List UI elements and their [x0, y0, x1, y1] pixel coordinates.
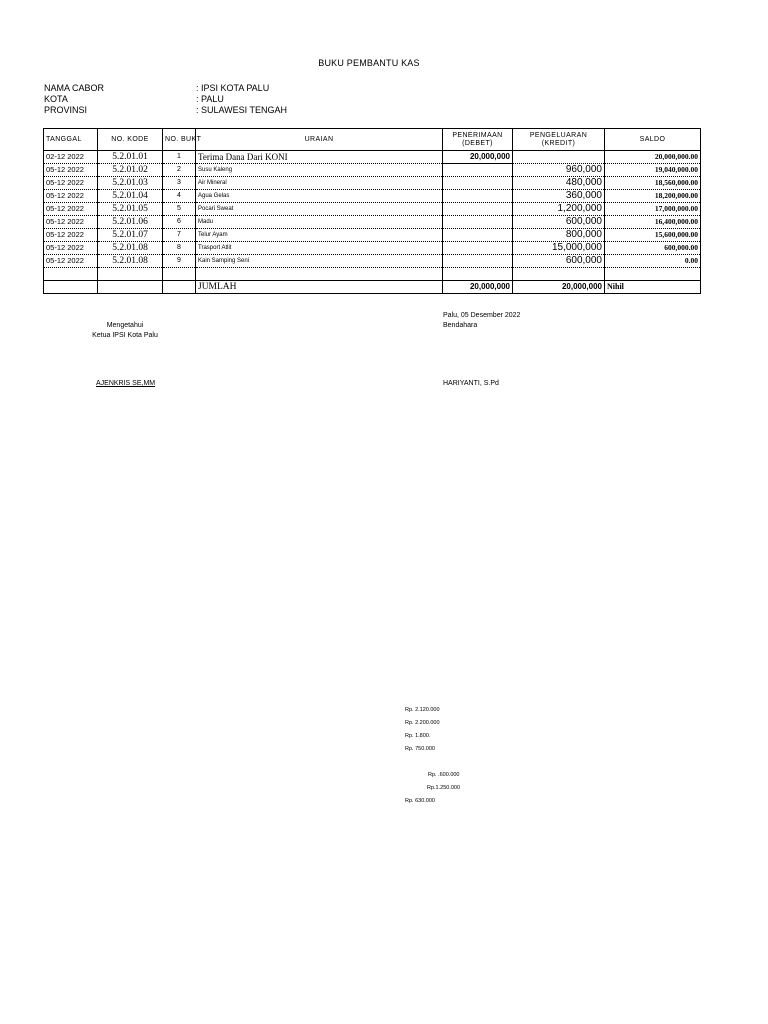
cell-blank	[44, 281, 98, 294]
signature-left-role: Ketua IPSI Kota Palu	[92, 332, 158, 339]
signature-right-date: Palu, 05 Desember 2022	[443, 312, 521, 319]
cell-debet	[443, 242, 513, 255]
cell-kode: 5.2.01.07	[98, 229, 163, 242]
cell-debet	[443, 190, 513, 203]
cell-kode: 5.2.01.04	[98, 190, 163, 203]
table-row	[44, 190, 701, 203]
note-line: Rp. 2.120.000	[405, 707, 440, 713]
header-penerimaan-sub: (DEBET)	[462, 139, 493, 147]
table-row	[44, 229, 701, 242]
cell-kredit: 360,000	[513, 190, 605, 203]
cell-kredit: 960,000	[513, 164, 605, 177]
cell-tanggal: 05-12 2022	[44, 255, 98, 268]
cell-bukti: 3	[163, 177, 196, 190]
header-pengeluaran	[513, 129, 605, 151]
cell-kode: 5.2.01.06	[98, 216, 163, 229]
header-penerimaan	[443, 129, 513, 151]
document-title: BUKU PEMBANTU KAS	[318, 58, 420, 68]
cell-blank	[98, 268, 163, 281]
cell-blank	[513, 268, 605, 281]
signature-right-role: Bendahara	[443, 322, 478, 329]
table-row	[44, 164, 701, 177]
total-saldo: Nihil	[605, 281, 701, 294]
cell-uraian: Madu	[196, 216, 443, 229]
table-row	[44, 203, 701, 216]
cell-debet	[443, 255, 513, 268]
table-total-row	[44, 281, 701, 294]
cell-bukti: 8	[163, 242, 196, 255]
cell-kode: 5.2.01.08	[98, 242, 163, 255]
cell-tanggal: 05-12 2022	[44, 164, 98, 177]
cell-kode: 5.2.01.03	[98, 177, 163, 190]
cell-blank	[44, 268, 98, 281]
info-value-cabor: : IPSI KOTA PALU	[196, 83, 270, 93]
cell-uraian: Air Mineral	[196, 177, 443, 190]
cell-uraian: Terima Dana Dari KONI	[196, 151, 443, 164]
table-row	[44, 242, 701, 255]
header-kode: NO. KODE	[98, 129, 163, 151]
total-debet: 20,000,000	[443, 281, 513, 294]
info-value-provinsi: : SULAWESI TENGAH	[196, 105, 288, 115]
cell-kredit: 480,000	[513, 177, 605, 190]
cell-uraian: Kain Samping Seni	[196, 255, 443, 268]
signature-left-title: Mengetahui	[106, 322, 144, 329]
info-label-provinsi: PROVINSI	[44, 105, 88, 115]
cell-saldo: 18,200,000.00	[605, 190, 701, 203]
cell-debet	[443, 177, 513, 190]
cell-kredit: 600,000	[513, 255, 605, 268]
cell-kode: 5.2.01.05	[98, 203, 163, 216]
cell-saldo: 17,000,000.00	[605, 203, 701, 216]
table-row	[44, 151, 701, 164]
cell-saldo: 0.00	[605, 255, 701, 268]
cell-bukti: 6	[163, 216, 196, 229]
table-row	[44, 255, 701, 268]
cell-blank	[163, 281, 196, 294]
info-value-kota: : PALU	[196, 94, 224, 104]
signature-left-name: AJENKRIS SE,MM	[96, 380, 156, 387]
cell-kredit: 600,000	[513, 216, 605, 229]
signature-right-block	[443, 311, 520, 331]
note-line: Rp.1.250.000	[427, 785, 461, 791]
cell-kredit: 15,000,000	[513, 242, 605, 255]
note-line: Rp. .600.000	[428, 772, 460, 778]
cell-saldo: 600,000.00	[605, 242, 701, 255]
info-label-kota: KOTA	[44, 94, 68, 104]
table-row	[44, 177, 701, 190]
cell-tanggal: 05-12 2022	[44, 177, 98, 190]
cell-debet	[443, 164, 513, 177]
note-line: Rp. 750.000	[405, 746, 435, 752]
cell-bukti: 5	[163, 203, 196, 216]
cell-saldo: 19,040,000.00	[605, 164, 701, 177]
cell-debet: 20,000,000	[443, 151, 513, 164]
cell-tanggal: 05-12 2022	[44, 203, 98, 216]
header-saldo: SALDO	[605, 129, 701, 151]
cell-uraian: Agua Gelas	[196, 190, 443, 203]
cell-debet	[443, 203, 513, 216]
signature-left-block	[80, 321, 170, 341]
cell-tanggal: 05-12 2022	[44, 190, 98, 203]
total-kredit: 20,000,000	[513, 281, 605, 294]
cell-uraian: Susu Kaleng	[196, 164, 443, 177]
signature-right-name: HARIYANTI, S.Pd	[443, 380, 499, 387]
cell-blank	[163, 268, 196, 281]
cell-bukti: 2	[163, 164, 196, 177]
header-uraian: URAIAN	[196, 129, 443, 151]
cell-tanggal: 05-12 2022	[44, 242, 98, 255]
cell-tanggal: 05-12 2022	[44, 229, 98, 242]
cell-tanggal: 05-12 2022	[44, 216, 98, 229]
cell-kode: 5.2.01.08	[98, 255, 163, 268]
header-tanggal: TANGGAL	[44, 129, 98, 151]
cell-kode: 5.2.01.02	[98, 164, 163, 177]
table-row-blank	[44, 268, 701, 281]
header-pengeluaran-label: PENGELUARAN	[529, 131, 588, 139]
cell-kredit	[513, 151, 605, 164]
cell-blank	[443, 268, 513, 281]
table-header-row	[44, 129, 701, 151]
cell-kredit: 800,000	[513, 229, 605, 242]
cell-uraian: Telur Ayam	[196, 229, 443, 242]
cell-kredit: 1,200,000	[513, 203, 605, 216]
cell-blank	[98, 281, 163, 294]
cell-bukti: 9	[163, 255, 196, 268]
info-label-cabor: NAMA CABOR	[44, 83, 105, 93]
cell-blank	[196, 268, 443, 281]
cell-blank	[605, 268, 701, 281]
cell-saldo: 20,000,000.00	[605, 151, 701, 164]
note-line: Rp. 630.000	[405, 798, 435, 804]
cell-bukti: 7	[163, 229, 196, 242]
total-label: JUMLAH	[196, 281, 443, 294]
cell-debet	[443, 216, 513, 229]
cell-uraian: Trasport Atlit	[196, 242, 443, 255]
table-row	[44, 216, 701, 229]
cell-saldo: 15,600,000.00	[605, 229, 701, 242]
ledger-table	[43, 128, 701, 294]
note-line: Rp. 2.200.000	[405, 720, 440, 726]
note-line: Rp. 1.800.	[405, 733, 431, 739]
cell-bukti: 4	[163, 190, 196, 203]
cell-kode: 5.2.01.01	[98, 151, 163, 164]
cell-bukti: 1	[163, 151, 196, 164]
cell-saldo: 16,400,000.00	[605, 216, 701, 229]
header-pengeluaran-sub: (KREDIT)	[541, 139, 576, 147]
cell-saldo: 18,560,000.00	[605, 177, 701, 190]
header-bukti: NO. BUKT	[163, 129, 196, 151]
cell-debet	[443, 229, 513, 242]
header-penerimaan-label: PENERIMAAN	[452, 131, 503, 139]
cell-uraian: Pocari Sweat	[196, 203, 443, 216]
cell-tanggal: 02-12 2022	[44, 151, 98, 164]
